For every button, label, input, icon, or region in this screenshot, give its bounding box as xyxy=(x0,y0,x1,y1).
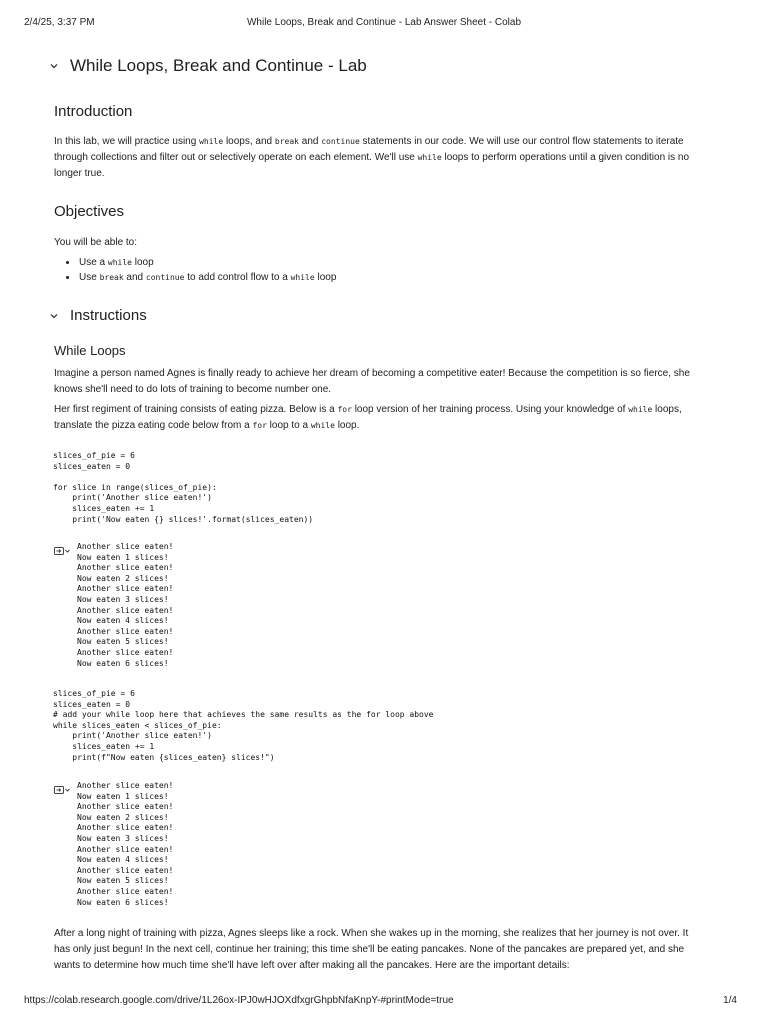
heading-objectives: Objectives xyxy=(54,203,125,220)
print-footer xyxy=(0,995,768,1009)
chevron-down-icon[interactable] xyxy=(48,310,60,322)
output-toggle-icon[interactable] xyxy=(54,543,70,553)
print-datetime: 2/4/25, 3:37 PM xyxy=(24,17,95,28)
intro-paragraph: In this lab, we will practice using while loops, and break and continue statements in our code. We will use our control flow statements to iterate through collections and filter out or selectively operate on each element. We'll use while loops to perform operations until a given condition is no longer true. xyxy=(54,136,690,179)
code-cell-while-loop[interactable]: slices_of_pie = 6 slices_eaten = 0 # add your while loop here that achieves the same results as the for loop above while slices_eaten < slices_of_pie: print('Another slice eaten!') slices_eaten += 1 print(f"Now eaten {slices_eaten} slices!") xyxy=(53,689,434,762)
list-item: • Use a while loop xyxy=(78,255,336,270)
instructions-heading: Instructions xyxy=(70,307,147,324)
heading-introduction: Introduction xyxy=(54,103,133,120)
section-instructions[interactable] xyxy=(48,307,147,324)
section-lab-title[interactable] xyxy=(48,56,367,76)
heading-while-loops: While Loops xyxy=(54,343,126,358)
page-number: 1/4 xyxy=(723,995,737,1006)
list-item: • Use break and continue to add control flow to a while loop xyxy=(78,270,336,285)
code-cell-for-loop[interactable]: slices_of_pie = 6 slices_eaten = 0 for slice in range(slices_of_pie): print('Another slice eaten!') slices_eaten += 1 print('Now eaten {} slices!'.format(slices_eaten)) xyxy=(53,451,314,524)
chevron-down-icon[interactable] xyxy=(48,60,60,72)
cell-output-1: Another slice eaten! Now eaten 1 slices! Another slice eaten! Now eaten 2 slices! Another slice eaten! Now eaten 3 slices! Another slice eaten! Now eaten 4 slices! Another slice eaten! Now eaten 5 slices! Another slice eaten! Now eaten 6 slices! xyxy=(77,542,174,668)
output-toggle-icon[interactable] xyxy=(54,782,70,792)
print-url: https://colab.research.google.com/drive/1L26ox-IPJ0wHJOXdfxgrGhpbNfaKnpY-#printMode=true xyxy=(24,995,454,1006)
instructions-paragraph-3: After a long night of training with pizza, Agnes sleeps like a rock. When she wakes up in the morning, she realizes that her journey is not over. It has only just begun! In the next cell, continue her training; this time she'll be eating pancakes. None of the pancakes are prepared yet, and she wants to determine how much time she'll have left over after making all the pancakes. Here are the important details: xyxy=(54,928,689,971)
objectives-lead: You will be able to: xyxy=(54,237,138,248)
print-doc-title: While Loops, Break and Continue - Lab Answer Sheet - Colab xyxy=(246,17,522,28)
cell-output-2: Another slice eaten! Now eaten 1 slices! Another slice eaten! Now eaten 2 slices! Another slice eaten! Now eaten 3 slices! Another slice eaten! Now eaten 4 slices! Another slice eaten! Now eaten 5 slices! Another slice eaten! Now eaten 6 slices! xyxy=(77,781,174,907)
print-header xyxy=(0,17,768,31)
instructions-paragraph-1: Imagine a person named Agnes is finally ready to achieve her dream of becoming a competitive eater! Because the competition is so fierce, she knows she'll need to do lots of training to become number one. xyxy=(54,368,690,395)
lab-title: While Loops, Break and Continue - Lab xyxy=(70,56,367,75)
instructions-paragraph-2: Her first regiment of training consists of eating pizza. Below is a for loop version of her training process. Using your knowledge of while loops, translate the pizza eating code below from a for loop to a while loop. xyxy=(54,404,682,431)
objectives-list xyxy=(66,255,336,285)
